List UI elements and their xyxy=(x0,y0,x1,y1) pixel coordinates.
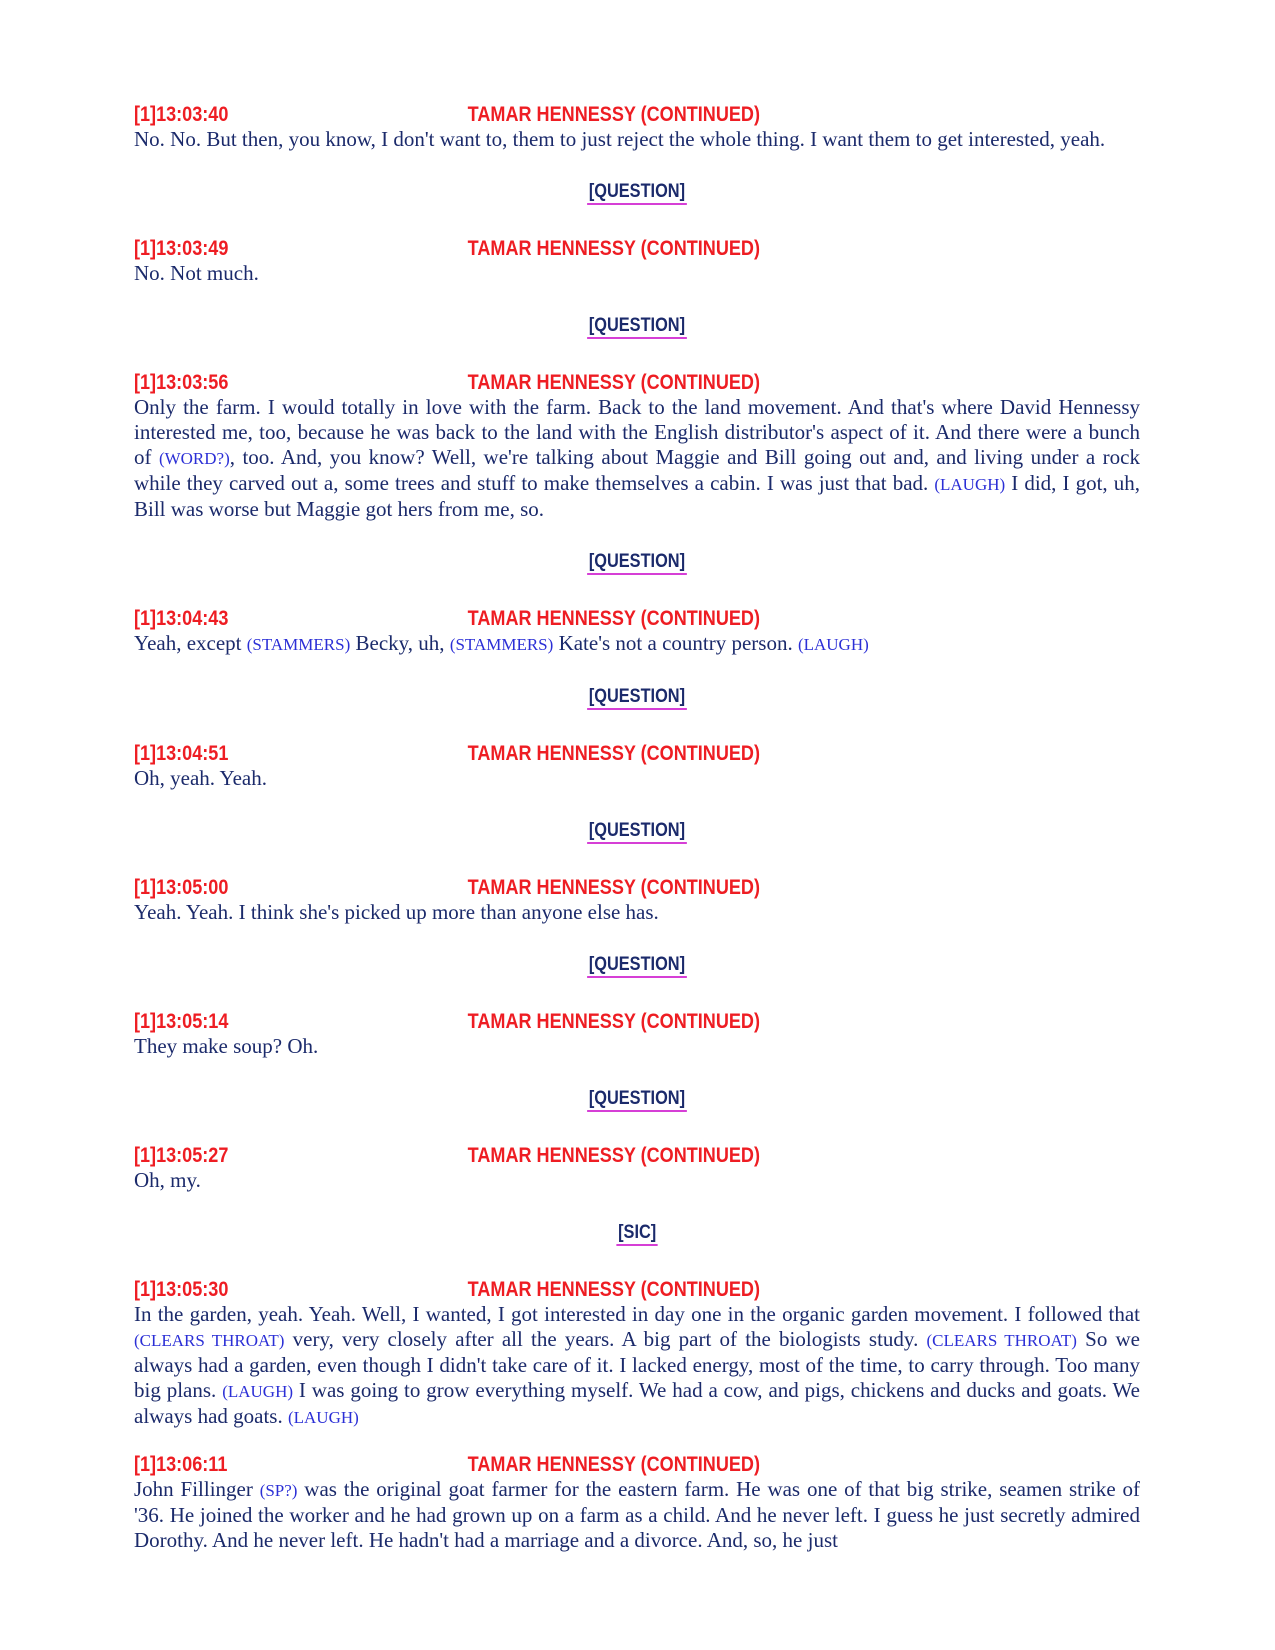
timecode: [1]13:03:49 xyxy=(134,237,229,260)
entry-text xyxy=(134,766,1140,791)
text-segment: Only the farm. I would totally in love with the farm. Back to the land movement. And that's where David Hennessy interested me, too, because he was back to the land with the English distributor's aspect of it. And there were a bunch of xyxy=(134,395,1140,469)
annotation: (SP?) xyxy=(259,1481,298,1500)
text-segment: Becky, uh, xyxy=(350,631,450,655)
text-segment: In the garden, yeah. Yeah. Well, I wanted, I got interested in day one in the organic garden movement. I followed that xyxy=(134,1302,1140,1326)
annotation: (STAMMERS) xyxy=(246,635,351,654)
entry-text xyxy=(134,1168,1140,1193)
annotation: (CLEARS THROAT) xyxy=(134,1331,285,1350)
sic-divider xyxy=(134,1221,1140,1247)
speaker-name: TAMAR HENNESSY (CONTINUED) xyxy=(467,1144,760,1167)
entry-header xyxy=(134,236,999,261)
timecode: [1]13:04:43 xyxy=(134,607,229,630)
text-segment: So we always had a garden, even though I didn't take care of it. I lacked energy, most of the time, to carry through. Too many big plans. xyxy=(134,1327,1140,1402)
speaker-name: TAMAR HENNESSY (CONTINUED) xyxy=(467,237,760,260)
text-segment: They make soup? Oh. xyxy=(134,1034,319,1058)
speaker-name: TAMAR HENNESSY (CONTINUED) xyxy=(467,876,760,899)
entry-header xyxy=(134,1277,999,1302)
text-segment: was the original goat farmer for the eastern farm. He was one of that big strike, seamen strike of '36. He joined the worker and he had grown up on a farm as a child. And he never left. I guess he just secretly admired Dorothy. And he never left. He hadn't had a marriage and a divorce. And, so, he just xyxy=(134,1477,1140,1552)
timecode: [1]13:03:56 xyxy=(134,371,229,394)
question-divider xyxy=(134,685,1140,711)
transcript-entry xyxy=(134,1143,1140,1193)
entry-header xyxy=(134,370,999,395)
annotation: (WORD?) xyxy=(158,449,230,468)
annotation: (LAUGH) xyxy=(222,1382,294,1401)
question-divider xyxy=(134,953,1140,979)
speaker-name: TAMAR HENNESSY (CONTINUED) xyxy=(467,1278,760,1301)
question-divider xyxy=(134,1087,1140,1113)
text-segment: Kate's not a country person. xyxy=(553,631,798,655)
entry-text xyxy=(134,900,1140,925)
entry-header xyxy=(134,102,999,127)
speaker-name: TAMAR HENNESSY (CONTINUED) xyxy=(467,1010,760,1033)
annotation: (LAUGH) xyxy=(797,635,869,654)
timecode: [1]13:05:14 xyxy=(134,1010,229,1033)
transcript-entry xyxy=(134,1277,1140,1430)
speaker-name: TAMAR HENNESSY (CONTINUED) xyxy=(467,742,760,765)
divider-label: [QUESTION] xyxy=(587,551,687,575)
transcript-entry xyxy=(134,1452,1140,1553)
divider-label: [QUESTION] xyxy=(587,315,687,339)
text-segment: , too. And, you know? Well, we're talking about Maggie and Bill going out and, and living under a rock while they carved out a, some trees and stuff to make themselves a cabin. I was just that bad. xyxy=(134,445,1140,495)
annotation: (LAUGH) xyxy=(934,475,1006,494)
text-segment: Oh, yeah. Yeah. xyxy=(134,766,267,790)
timecode: [1]13:05:00 xyxy=(134,876,229,899)
timecode: [1]13:05:30 xyxy=(134,1278,229,1301)
text-segment: No. No. But then, you know, I don't want to, them to just reject the whole thing. I want them to get interested, yeah. xyxy=(134,127,1106,151)
entry-header xyxy=(134,606,999,631)
annotation: (STAMMERS) xyxy=(449,635,554,654)
speaker-name: TAMAR HENNESSY (CONTINUED) xyxy=(467,1453,760,1476)
entry-header xyxy=(134,741,999,766)
text-segment: No. Not much. xyxy=(134,261,259,285)
entry-text xyxy=(134,127,1140,152)
entry-text xyxy=(134,631,1140,657)
question-divider xyxy=(134,819,1140,845)
transcript-entry xyxy=(134,741,1140,791)
text-segment: Yeah, except xyxy=(134,631,247,655)
entry-text xyxy=(134,1034,1140,1059)
divider-label: [QUESTION] xyxy=(587,181,687,205)
divider-label: [SIC] xyxy=(616,1222,658,1246)
divider-label: [QUESTION] xyxy=(587,820,687,844)
timecode: [1]13:04:51 xyxy=(134,742,229,765)
text-segment: John Fillinger xyxy=(134,1477,260,1501)
transcript-page xyxy=(134,102,1140,1575)
entry-header xyxy=(134,875,999,900)
entry-header xyxy=(134,1143,999,1168)
divider-label: [QUESTION] xyxy=(587,686,687,710)
question-divider xyxy=(134,550,1140,576)
entry-header xyxy=(134,1009,999,1034)
transcript-entry xyxy=(134,370,1140,522)
speaker-name: TAMAR HENNESSY (CONTINUED) xyxy=(467,607,760,630)
timecode: [1]13:06:11 xyxy=(134,1453,228,1476)
entry-text xyxy=(134,261,1140,286)
divider-label: [QUESTION] xyxy=(587,1088,687,1112)
text-segment: I did, I got, uh, Bill was worse but Maggie got hers from me, so. xyxy=(134,471,1141,521)
annotation: (LAUGH) xyxy=(287,1408,359,1427)
question-divider xyxy=(134,314,1140,340)
text-segment: Oh, my. xyxy=(134,1168,201,1192)
transcript-entry xyxy=(134,875,1140,925)
timecode: [1]13:03:40 xyxy=(134,103,229,126)
entry-text xyxy=(134,1477,1140,1553)
transcript-entry xyxy=(134,102,1140,152)
entry-header xyxy=(134,1452,999,1477)
transcript-entry xyxy=(134,1009,1140,1059)
text-segment: very, very closely after all the years. A big part of the biologists study. xyxy=(284,1327,927,1351)
transcript-entry xyxy=(134,606,1140,657)
text-segment: Yeah. Yeah. I think she's picked up more than anyone else has. xyxy=(134,900,659,924)
entry-text xyxy=(134,395,1140,522)
entry-text xyxy=(134,1302,1140,1430)
transcript-entry xyxy=(134,236,1140,286)
annotation: (CLEARS THROAT) xyxy=(926,1331,1077,1350)
timecode: [1]13:05:27 xyxy=(134,1144,229,1167)
text-segment: I was going to grow everything myself. We had a cow, and pigs, chickens and ducks and goats. We always had goats. xyxy=(134,1378,1140,1428)
speaker-name: TAMAR HENNESSY (CONTINUED) xyxy=(467,371,760,394)
speaker-name: TAMAR HENNESSY (CONTINUED) xyxy=(467,103,760,126)
question-divider xyxy=(134,180,1140,206)
divider-label: [QUESTION] xyxy=(587,954,687,978)
